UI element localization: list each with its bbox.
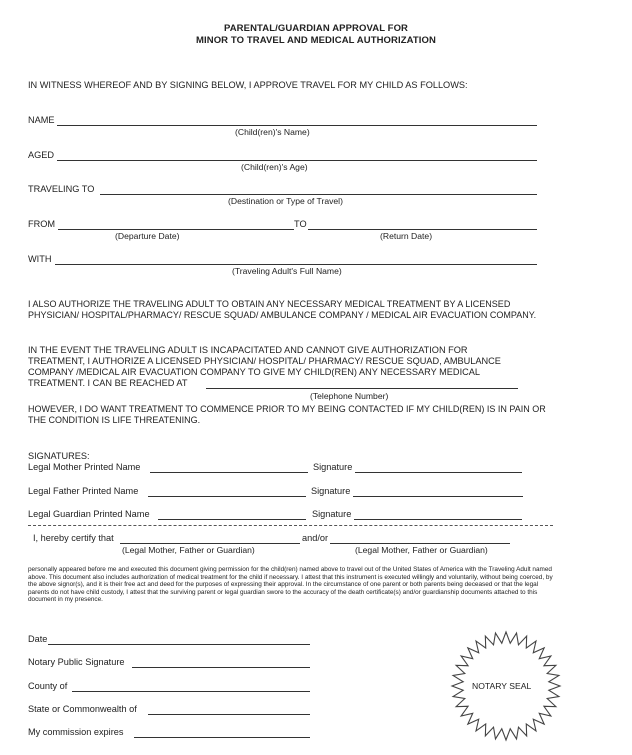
traveling-adult-field[interactable]: [55, 264, 537, 265]
form-title-line-2: MINOR TO TRAVEL AND MEDICAL AUTHORIZATION: [195, 35, 436, 46]
name-field[interactable]: [57, 125, 537, 126]
notary-signature-field[interactable]: [132, 667, 310, 668]
guardian-signature-field[interactable]: [354, 519, 522, 520]
aged-label: AGED: [28, 150, 55, 160]
state-label: State or Commonwealth of: [28, 704, 137, 714]
state-field[interactable]: [148, 714, 310, 715]
mother-name-field[interactable]: [150, 472, 308, 473]
departure-date-caption: (Departure Date): [115, 231, 180, 241]
andor-label: and/or: [302, 533, 329, 543]
return-date-field[interactable]: [308, 229, 537, 230]
guardian-name-label: Legal Guardian Printed Name: [28, 509, 150, 519]
certify-caption-2: (Legal Mother, Father or Guardian): [355, 545, 488, 555]
father-name-label: Legal Father Printed Name: [28, 486, 139, 496]
section-divider: [28, 525, 553, 526]
with-label: WITH: [28, 254, 52, 264]
telephone-caption: (Telephone Number): [310, 391, 389, 401]
name-label: NAME: [28, 115, 55, 125]
guardian-name-field[interactable]: [158, 519, 306, 520]
medical-authorization-paragraph: I ALSO AUTHORIZE THE TRAVELING ADULT TO OBTAIN ANY NECESSARY MEDICAL TREATMENT BY A LICENSED PHYSICIAN/ HOSPITAL/PHARMACY/ RESCUE SQUAD/ AMBULANCE COMPANY / MEDICAL AIR EVACUATION COMPANY.: [28, 299, 537, 320]
certify-caption-1: (Legal Mother, Father or Guardian): [122, 545, 255, 555]
notary-signature-label: Notary Public Signature: [28, 657, 125, 667]
father-signature-label: Signature: [311, 486, 351, 496]
date-label: Date: [28, 634, 48, 644]
county-field[interactable]: [72, 691, 310, 692]
mother-signature-label: Signature: [313, 462, 353, 472]
mother-name-label: Legal Mother Printed Name: [28, 462, 141, 472]
commission-expires-field[interactable]: [134, 737, 310, 738]
to-label: TO: [294, 219, 307, 229]
certify-label: I, hereby certify that: [33, 533, 114, 543]
notary-attestation-text: personally appeared before me and executed this document giving permission for the child(ren) named above to travel out of the United States of America with the Traveling Adult named above. This document also includes authorization of medical treatment for the child if necessary. I attest that this instrument is executed willingly and voluntarily, without being coerced, by the above signor(s), and it is their free act and deed for the purposes of expressing their approval. In the circumstance of one parent or both parents being deceased or that the legal parents do not have child custody, I attest that the surviving parent or legal guardian swore to the accuracy of the death certificate(s) and/or guardianship documents attached to this document in my presence.: [28, 566, 553, 604]
with-caption: (Traveling Adult's Full Name): [232, 266, 342, 276]
county-label: County of: [28, 681, 68, 691]
signatures-heading: SIGNATURES:: [28, 451, 90, 461]
aged-field[interactable]: [57, 160, 537, 161]
aged-caption: (Child(ren)'s Age): [241, 162, 308, 172]
traveling-to-caption: (Destination or Type of Travel): [228, 196, 343, 206]
incapacity-line-4: TREATMENT. I CAN BE REACHED AT: [28, 378, 188, 388]
departure-date-field[interactable]: [58, 229, 294, 230]
guardian-signature-label: Signature: [312, 509, 352, 519]
certify-party-1-field[interactable]: [120, 543, 300, 544]
witness-statement: IN WITNESS WHEREOF AND BY SIGNING BELOW, I APPROVE TRAVEL FOR MY CHILD AS FOLLOWS:: [28, 80, 468, 90]
traveling-to-label: TRAVELING TO: [28, 184, 95, 194]
notary-seal-label: NOTARY SEAL: [472, 681, 532, 691]
incapacity-line-3: COMPANY /MEDICAL AIR EVACUATION COMPANY TO GIVE MY CHILD(REN) ANY NECESSARY MEDICAL: [28, 367, 480, 377]
form-title-line-1: PARENTAL/GUARDIAN APPROVAL FOR: [223, 23, 409, 34]
name-caption: (Child(ren)'s Name): [235, 127, 310, 137]
from-label: FROM: [28, 219, 56, 229]
commission-expires-label: My commission expires: [28, 727, 124, 737]
traveling-to-field[interactable]: [100, 194, 537, 195]
incapacity-line-2: TREATMENT, I AUTHORIZE A LICENSED PHYSICIAN/ HOSPITAL/ PHARMACY/ RESCUE SQUAD, AMBULANCE: [28, 356, 501, 366]
return-date-caption: (Return Date): [380, 231, 433, 241]
telephone-field[interactable]: [206, 388, 518, 389]
date-field[interactable]: [48, 644, 310, 645]
incapacity-line-1: IN THE EVENT THE TRAVELING ADULT IS INCAPACITATED AND CANNOT GIVE AUTHORIZATION FOR: [28, 345, 468, 355]
certify-party-2-field[interactable]: [330, 543, 510, 544]
mother-signature-field[interactable]: [355, 472, 522, 473]
father-name-field[interactable]: [148, 496, 306, 497]
father-signature-field[interactable]: [353, 496, 523, 497]
treatment-consent-paragraph: HOWEVER, I DO WANT TREATMENT TO COMMENCE PRIOR TO MY BEING CONTACTED IF MY CHILD(REN) IS IN PAIN OR THE CONDITION IS LIFE THREATENING.: [28, 404, 546, 425]
